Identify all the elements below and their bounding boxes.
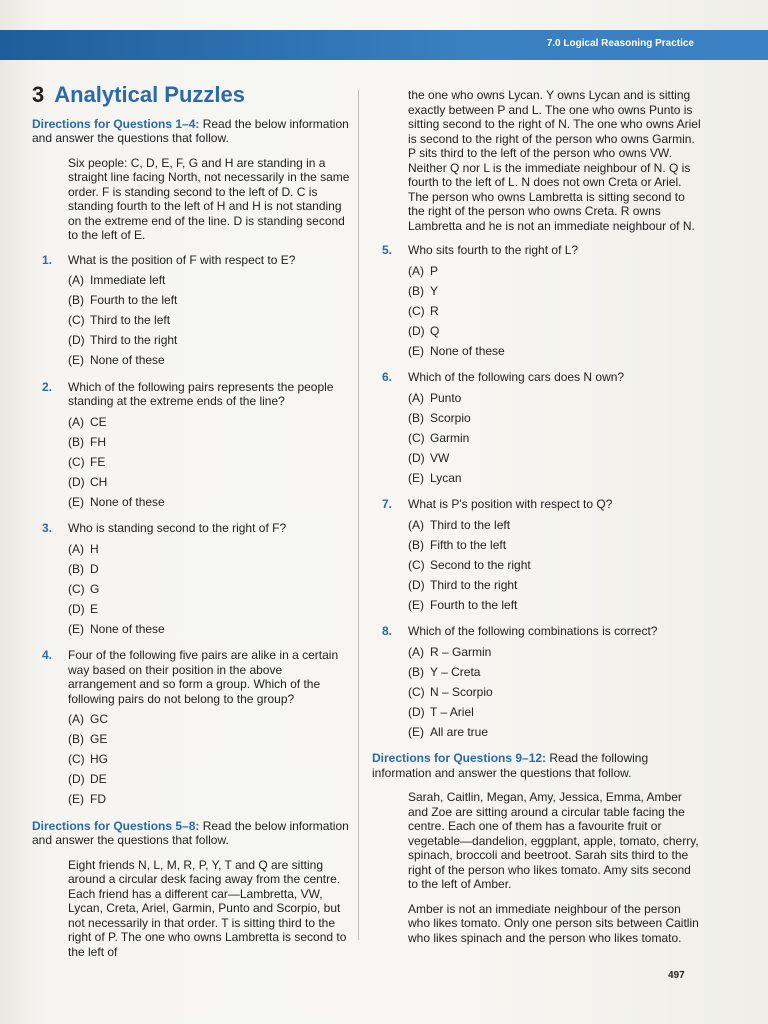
question-list-right bbox=[372, 243, 702, 739]
option-text: GC bbox=[90, 712, 108, 726]
question-number: 3. bbox=[42, 521, 53, 535]
option-letter: (D) bbox=[408, 577, 425, 592]
option bbox=[408, 431, 702, 446]
option bbox=[408, 578, 702, 593]
right-column bbox=[372, 88, 702, 955]
question-number: 5. bbox=[382, 243, 393, 257]
option-letter: (D) bbox=[68, 333, 85, 347]
question-number: 8. bbox=[382, 624, 393, 638]
option-letter: (E) bbox=[68, 621, 84, 636]
option-list bbox=[408, 391, 702, 486]
option-text: Y – Creta bbox=[430, 664, 481, 679]
option bbox=[408, 411, 702, 426]
option-list bbox=[408, 264, 702, 359]
option bbox=[68, 435, 352, 450]
option-letter: (E) bbox=[408, 597, 424, 612]
option bbox=[408, 558, 702, 573]
option bbox=[408, 705, 702, 720]
option bbox=[68, 333, 352, 348]
question bbox=[32, 380, 352, 510]
option-letter: (C) bbox=[68, 752, 85, 766]
option-text: Scorpio bbox=[430, 410, 471, 425]
option bbox=[408, 598, 702, 613]
left-column bbox=[32, 82, 352, 969]
option bbox=[408, 284, 702, 299]
page-number: 497 bbox=[668, 970, 685, 981]
option bbox=[68, 495, 352, 510]
option-text: All are true bbox=[430, 724, 489, 739]
passage-2: Eight friends N, L, M, R, P, Y, T and Q are sitting around a circular desk facing away from the centre. Each friend has a different car—Lambretta, VW, Lycan, Creta, Ariel, Garmin, Punto and Scorpio, but not necessarily in that order. T is sitting third to the right of P. The one who owns Lambretta is second to the left of bbox=[68, 857, 347, 959]
option bbox=[408, 451, 702, 466]
option bbox=[408, 264, 702, 279]
question-text: Which of the following cars does N own? bbox=[408, 370, 625, 384]
question-number: 6. bbox=[382, 370, 393, 384]
option-text: None of these bbox=[90, 494, 165, 509]
option-letter: (A) bbox=[68, 414, 84, 429]
option bbox=[68, 415, 352, 430]
option bbox=[408, 685, 702, 700]
option-text: Third to the left bbox=[90, 313, 171, 327]
question-text: Four of the following five pairs are alike in a certain way based on their position in the above arrangement and so form a group. Which of the following pairs do not belong to the group? bbox=[68, 648, 339, 706]
option-text: Fifth to the left bbox=[430, 537, 507, 552]
option bbox=[68, 475, 352, 490]
option bbox=[408, 665, 702, 680]
option-text: Lycan bbox=[430, 470, 462, 485]
question bbox=[32, 648, 352, 807]
question-number: 7. bbox=[382, 497, 393, 511]
option bbox=[68, 752, 352, 767]
question-number: 1. bbox=[42, 252, 53, 267]
chapter-title: Analytical Puzzles bbox=[54, 82, 245, 107]
option-list bbox=[408, 518, 702, 613]
option-text: CE bbox=[90, 414, 107, 429]
passage-2-continued: the one who owns Lycan. Y owns Lycan and is sitting exactly between P and L. The one who owns Punto is sitting second to the right of N. The one who owns Ariel is second to the right of the person who owns Garmin. P sits third to the left of the person who owns VW. Neither Q nor L is the immediate neighbour of N. Q is fourth to the left of L. N does not own Creta or Ariel. The person who owns Lambretta is sitting second to the right of the person who owns Creta. R owns Lambretta and he is not an immediate neighbour of N. bbox=[408, 88, 701, 233]
chapter-heading bbox=[32, 82, 352, 107]
option-list bbox=[68, 542, 352, 637]
option-letter: (D) bbox=[68, 772, 85, 786]
option bbox=[68, 273, 352, 288]
option-text: GE bbox=[90, 732, 108, 746]
option-letter: (B) bbox=[408, 283, 424, 298]
option-letter: (C) bbox=[68, 313, 85, 327]
question-stem bbox=[32, 253, 352, 268]
question-text: Who is standing second to the right of F? bbox=[68, 521, 287, 535]
option-letter: (C) bbox=[408, 684, 425, 699]
question bbox=[372, 497, 702, 612]
option-letter: (C) bbox=[408, 430, 425, 445]
option-letter: (D) bbox=[408, 704, 425, 719]
directions-label: Directions for Questions 5–8: bbox=[32, 818, 200, 833]
section-banner bbox=[0, 30, 768, 60]
option-text: None of these bbox=[430, 343, 505, 358]
option-list bbox=[408, 645, 702, 740]
directions-1-4 bbox=[32, 117, 352, 146]
option-text: R bbox=[430, 303, 439, 318]
question-text: Who sits fourth to the right of L? bbox=[408, 243, 579, 257]
option-letter: (A) bbox=[68, 541, 84, 556]
option-letter: (C) bbox=[68, 454, 85, 469]
option-letter: (B) bbox=[408, 410, 424, 425]
question-stem bbox=[372, 624, 702, 639]
question-stem bbox=[372, 497, 702, 512]
option-text: Fourth to the left bbox=[430, 597, 518, 612]
option bbox=[68, 313, 352, 328]
option-letter: (D) bbox=[408, 450, 425, 465]
directions-label: Directions for Questions 9–12: bbox=[372, 751, 547, 765]
option-text: VW bbox=[430, 450, 450, 465]
option bbox=[408, 645, 702, 660]
option-text: None of these bbox=[90, 353, 165, 367]
option-letter: (B) bbox=[408, 537, 424, 552]
question bbox=[372, 370, 702, 485]
option-letter: (D) bbox=[68, 601, 85, 616]
question-number: 2. bbox=[42, 379, 53, 394]
option bbox=[408, 391, 702, 406]
option bbox=[68, 293, 352, 308]
question-text: Which of the following pairs represents the people standing at the extreme ends of the line? bbox=[68, 379, 334, 408]
option bbox=[408, 304, 702, 319]
option bbox=[408, 538, 702, 553]
option-list bbox=[68, 712, 352, 807]
question bbox=[32, 521, 352, 636]
option-text: DE bbox=[90, 772, 107, 786]
option bbox=[68, 712, 352, 727]
option-letter: (A) bbox=[408, 644, 424, 659]
option-letter: (A) bbox=[408, 390, 424, 405]
option-text: H bbox=[90, 541, 99, 556]
option-text: Y bbox=[430, 283, 439, 298]
option-list bbox=[68, 415, 352, 510]
option-text: FD bbox=[90, 792, 106, 806]
passage-3b: Amber is not an immediate neighbour of the person who likes tomato. Only one person sits between Caitlin who likes spinach and the person who likes tomato. bbox=[408, 901, 699, 945]
option-letter: (B) bbox=[68, 434, 84, 449]
question bbox=[372, 624, 702, 739]
option bbox=[68, 732, 352, 747]
option-text: Second to the right bbox=[430, 557, 531, 572]
option bbox=[408, 344, 702, 359]
question-list-left bbox=[32, 253, 352, 807]
chapter-number: 3 bbox=[32, 82, 45, 107]
question-stem bbox=[32, 380, 352, 409]
section-title: 7.0 Logical Reasoning Practice bbox=[546, 38, 694, 49]
question-number: 4. bbox=[42, 648, 53, 662]
option bbox=[68, 562, 352, 577]
directions-text: Read the following information and answer the questions that follow. bbox=[372, 751, 649, 780]
question-stem bbox=[372, 243, 702, 258]
option bbox=[408, 725, 702, 740]
passage-1: Six people: C, D, E, F, G and H are standing in a straight line facing North, not necessarily in the same order. F is standing second to the left of D. C is standing fourth to the left of H and H is not standing on the extreme end of the line. D is standing second to the left of E. bbox=[68, 155, 350, 242]
option-text: E bbox=[90, 601, 99, 616]
option-letter: (E) bbox=[408, 470, 424, 485]
directions-5-8 bbox=[32, 819, 352, 848]
option-letter: (D) bbox=[68, 474, 85, 489]
question bbox=[32, 253, 352, 368]
option bbox=[68, 353, 352, 368]
option-text: Third to the right bbox=[430, 577, 518, 592]
option-text: N – Scorpio bbox=[430, 684, 493, 699]
directions-9-12 bbox=[372, 751, 702, 780]
option-letter: (B) bbox=[68, 293, 84, 307]
option-text: FE bbox=[90, 454, 106, 469]
option-text: Immediate left bbox=[90, 273, 166, 287]
option-letter: (A) bbox=[68, 273, 84, 287]
option bbox=[408, 471, 702, 486]
option-letter: (C) bbox=[408, 303, 425, 318]
column-divider bbox=[358, 90, 359, 940]
option bbox=[408, 518, 702, 533]
option bbox=[68, 622, 352, 637]
option-letter: (A) bbox=[68, 712, 84, 726]
option-text: Third to the right bbox=[90, 333, 178, 347]
option-text: T – Ariel bbox=[430, 704, 474, 719]
option-letter: (C) bbox=[408, 557, 425, 572]
option-text: D bbox=[90, 561, 99, 576]
option-letter: (B) bbox=[68, 732, 84, 746]
option-letter: (E) bbox=[68, 353, 84, 367]
option-text: R – Garmin bbox=[430, 644, 492, 659]
option-letter: (A) bbox=[408, 517, 424, 532]
option-text: None of these bbox=[90, 621, 165, 636]
directions-text: Read the below information and answer the questions that follow. bbox=[32, 818, 349, 847]
option-text: Punto bbox=[430, 390, 462, 405]
question-text: Which of the following combinations is correct? bbox=[408, 624, 658, 638]
option-letter: (C) bbox=[68, 581, 85, 596]
question-stem bbox=[32, 521, 352, 536]
option-letter: (D) bbox=[408, 323, 425, 338]
option-text: FH bbox=[90, 434, 106, 449]
option-letter: (B) bbox=[68, 561, 84, 576]
option-text: G bbox=[90, 581, 100, 596]
option-letter: (E) bbox=[68, 494, 84, 509]
directions-label: Directions for Questions 1–4: bbox=[32, 116, 200, 131]
option-text: Third to the left bbox=[430, 517, 511, 532]
question-text: What is the position of F with respect to E? bbox=[68, 252, 296, 267]
option bbox=[68, 455, 352, 470]
question bbox=[372, 243, 702, 358]
option bbox=[68, 772, 352, 787]
option-text: P bbox=[430, 263, 439, 278]
option-text: Q bbox=[430, 323, 440, 338]
option-text: CH bbox=[90, 474, 108, 489]
question-text: What is P's position with respect to Q? bbox=[408, 497, 613, 511]
question-stem bbox=[372, 370, 702, 385]
option bbox=[408, 324, 702, 339]
option-text: Fourth to the left bbox=[90, 293, 178, 307]
option-text: Garmin bbox=[430, 430, 470, 445]
option bbox=[68, 582, 352, 597]
option-letter: (B) bbox=[408, 664, 424, 679]
directions-text: Read the below information and answer the questions that follow. bbox=[32, 116, 349, 145]
passage-3a: Sarah, Caitlin, Megan, Amy, Jessica, Emma, Amber and Zoe are sitting around a circular table facing the centre. Each one of them has a favourite fruit or vegetable—dandelion, eggplant, apple, tomato, cherry, spinach, broccoli and beetroot. Sarah sits third to the right of the person who likes tomato. Amy sits second to the left of Amber. bbox=[408, 790, 699, 891]
option bbox=[68, 792, 352, 807]
option-letter: (E) bbox=[408, 724, 424, 739]
question-stem bbox=[32, 648, 352, 706]
option-letter: (E) bbox=[68, 792, 84, 806]
option bbox=[68, 602, 352, 617]
option-text: HG bbox=[90, 752, 108, 766]
option-list bbox=[68, 273, 352, 368]
option-letter: (A) bbox=[408, 263, 424, 278]
option bbox=[68, 542, 352, 557]
option-letter: (E) bbox=[408, 343, 424, 358]
